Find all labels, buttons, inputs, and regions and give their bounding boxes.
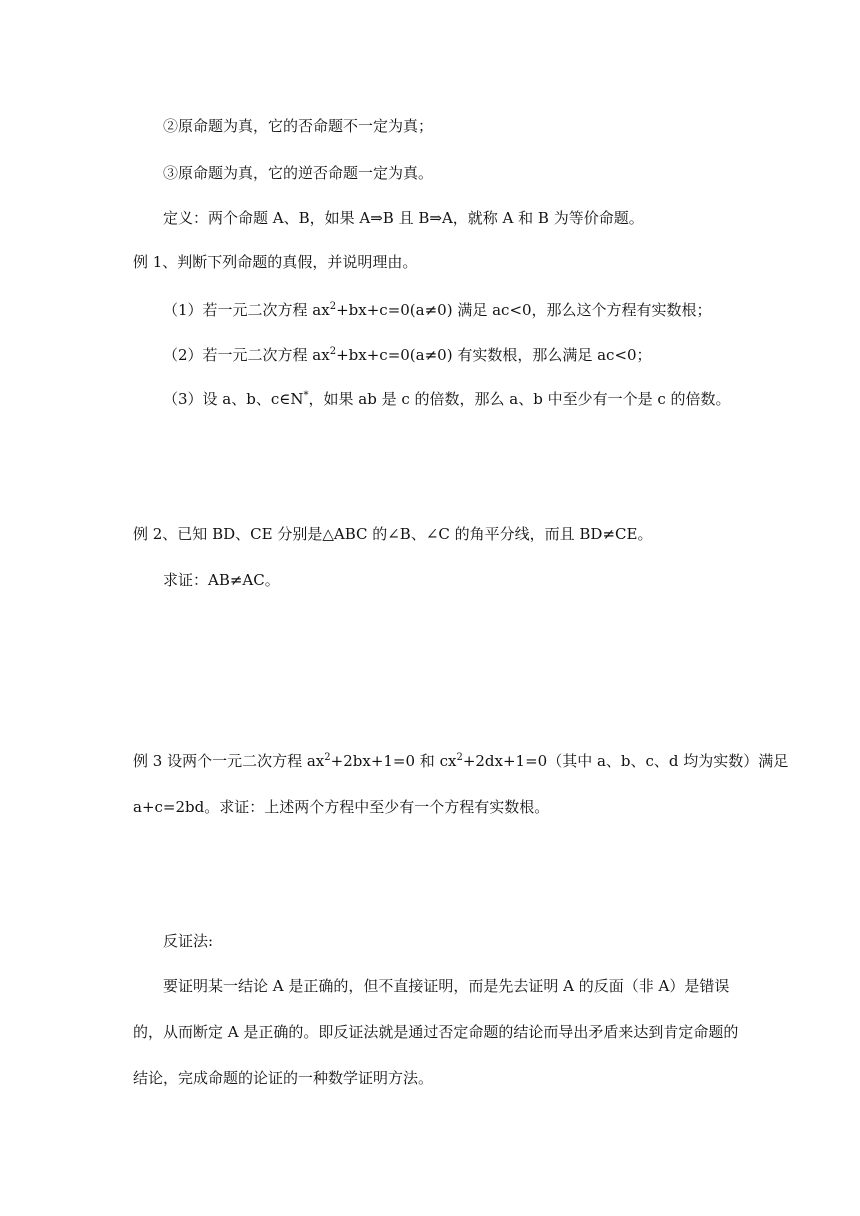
proof-by-contradiction-line-3: 结论，完成命题的论证的一种数学证明方法。 (133, 1069, 434, 1087)
superscript: 2 (329, 301, 337, 312)
item-text: 例 3 设两个一元二次方程 ax (133, 752, 325, 770)
superscript: * (303, 390, 309, 401)
item-text: +bx+c=0(a≠0) 有实数根，那么满足 ac<0； (336, 346, 652, 364)
superscript: 2 (324, 752, 331, 763)
item-text: ，如果 ab 是 c 的倍数，那么 a、b 中至少有一个是 c 的倍数。 (308, 390, 731, 408)
example-1-item-2 (163, 344, 652, 366)
example-2-title: 例 2、已知 BD、CE 分别是△ABC 的∠B、∠C 的角平分线，而且 BD≠CE。 (133, 525, 653, 543)
proposition-3-text: ③原命题为真，它的逆否命题一定为真。 (163, 164, 434, 182)
item-text: （2）若一元二次方程 ax (163, 346, 330, 364)
item-text: （3）设 a、b、c∈N (163, 390, 304, 408)
superscript: 2 (329, 346, 337, 357)
example-1-item-1 (163, 299, 712, 321)
example-2-prove: 求证：AB≠AC。 (163, 571, 280, 589)
item-text: +2dx+1=0（其中 a、b、c、d 均为实数）满足 (462, 752, 789, 770)
item-text: +bx+c=0(a≠0) 满足 ac<0，那么这个方程有实数根； (336, 301, 712, 319)
proof-by-contradiction-title: 反证法: (163, 932, 214, 950)
example-3-line-2: a+c=2bd。求证：上述两个方程中至少有一个方程有实数根。 (133, 798, 550, 816)
example-1-title: 例 1、判断下列命题的真假，并说明理由。 (133, 253, 418, 271)
proof-by-contradiction-line-1: 要证明某一结论 A 是正确的，但不直接证明，而是先去证明 A 的反面（非 A）是错误 (163, 977, 730, 995)
proposition-2-text: ②原命题为真，它的否命题不一定为真； (163, 117, 434, 135)
superscript: 2 (456, 752, 463, 763)
item-text: （1）若一元二次方程 ax (163, 301, 330, 319)
example-3-line-1 (133, 750, 788, 772)
item-text: +2bx+1=0 和 cx (330, 752, 457, 770)
example-1-item-3 (163, 388, 731, 410)
definition-text: 定义：两个命题 A、B，如果 A⇒B 且 B⇒A，就称 A 和 B 为等价命题。 (163, 209, 644, 227)
proof-by-contradiction-line-2: 的，从而断定 A 是正确的。即反证法就是通过否定命题的结论而导出矛盾来达到肯定命题的 (133, 1023, 739, 1041)
